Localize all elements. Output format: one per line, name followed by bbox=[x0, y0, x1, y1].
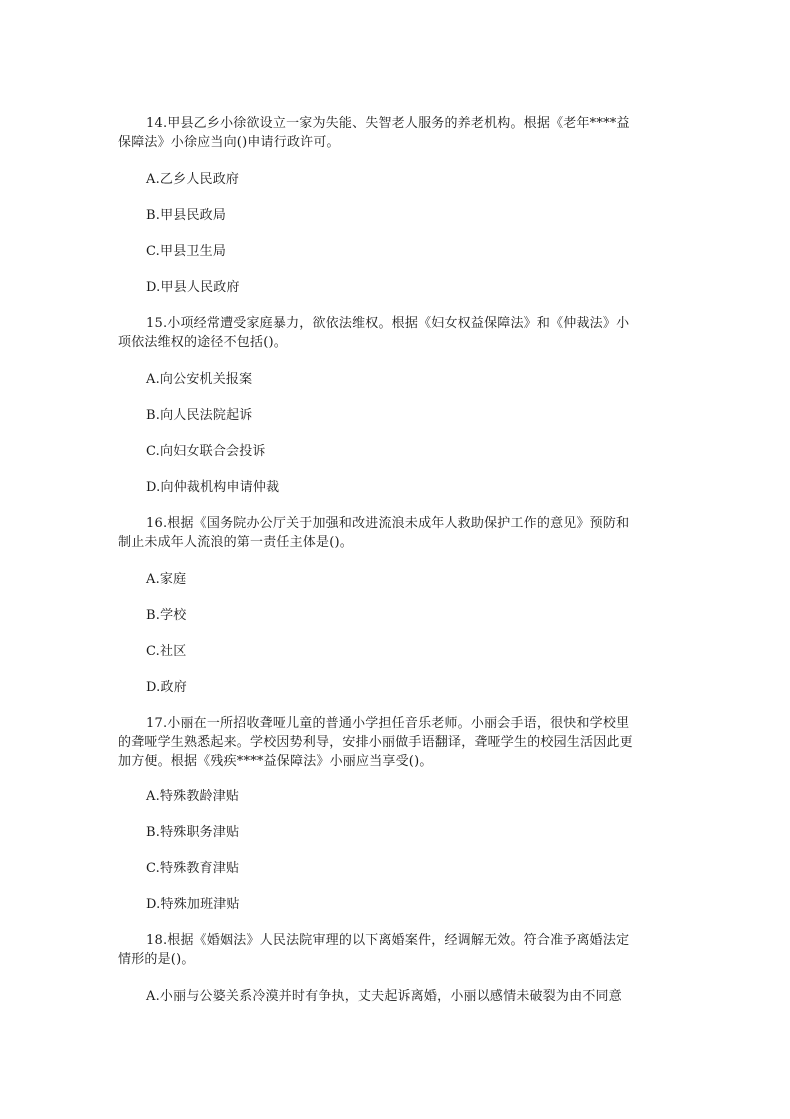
question-17-line-1: 17.小丽在一所招收聋哑儿童的普通小学担任音乐老师。小丽会手语，很快和学校里 bbox=[146, 716, 630, 731]
question-16-line-2: 制止未成年人流浪的第一责任主体是()。 bbox=[118, 535, 353, 550]
question-14-line-1: 14.甲县乙乡小徐欲设立一家为失能、失智老人服务的养老机构。根据《老年****益 bbox=[146, 116, 630, 131]
question-18-option-a: A.小丽与公婆关系冷漠并时有争执，丈夫起诉离婚，小丽以感情未破裂为由不同意 bbox=[146, 989, 622, 1004]
question-15-option-a: A.向公安机关报案 bbox=[146, 372, 253, 387]
question-14-option-b: B.甲县民政局 bbox=[146, 208, 227, 223]
question-17-option-a: A.特殊教龄津贴 bbox=[146, 789, 240, 804]
question-16-option-b: B.学校 bbox=[146, 608, 187, 623]
question-14-line-2: 保障法》小徐应当向()申请行政许可。 bbox=[118, 135, 340, 150]
question-16-option-c: C.社区 bbox=[146, 644, 187, 659]
question-14-option-d: D.甲县人民政府 bbox=[146, 280, 240, 295]
question-15-option-c: C.向妇女联合会投诉 bbox=[146, 444, 266, 459]
question-17-option-b: B.特殊职务津贴 bbox=[146, 825, 240, 840]
question-15-line-2: 项依法维权的途径不包括()。 bbox=[118, 335, 287, 350]
question-17-option-c: C.特殊教育津贴 bbox=[146, 861, 240, 876]
question-16-option-a: A.家庭 bbox=[146, 572, 187, 587]
question-18-line-1: 18.根据《婚姻法》人民法院审理的以下离婚案件，经调解无效。符合准予离婚法定 bbox=[146, 933, 630, 948]
question-17-option-d: D.特殊加班津贴 bbox=[146, 897, 240, 912]
question-15-option-b: B.向人民法院起诉 bbox=[146, 408, 253, 423]
question-16-line-1: 16.根据《国务院办公厅关于加强和改进流浪未成年人救助保护工作的意见》预防和 bbox=[146, 516, 630, 531]
question-18-line-2: 情形的是()。 bbox=[118, 952, 195, 967]
question-17-line-2: 的聋哑学生熟悉起来。学校因势利导，安排小丽做手语翻译，聋哑学生的校园生活因此更 bbox=[118, 735, 633, 750]
question-16-option-d: D.政府 bbox=[146, 680, 187, 695]
question-14-option-a: A.乙乡人民政府 bbox=[146, 172, 240, 187]
question-17-line-3: 加方便。根据《残疾****益保障法》小丽应当享受()。 bbox=[118, 754, 433, 769]
question-14-option-c: C.甲县卫生局 bbox=[146, 244, 227, 259]
question-15-option-d: D.向仲裁机构申请仲裁 bbox=[146, 480, 280, 495]
question-15-line-1: 15.小项经常遭受家庭暴力，欲依法维权。根据《妇女权益保障法》和《仲裁法》小 bbox=[146, 316, 630, 331]
